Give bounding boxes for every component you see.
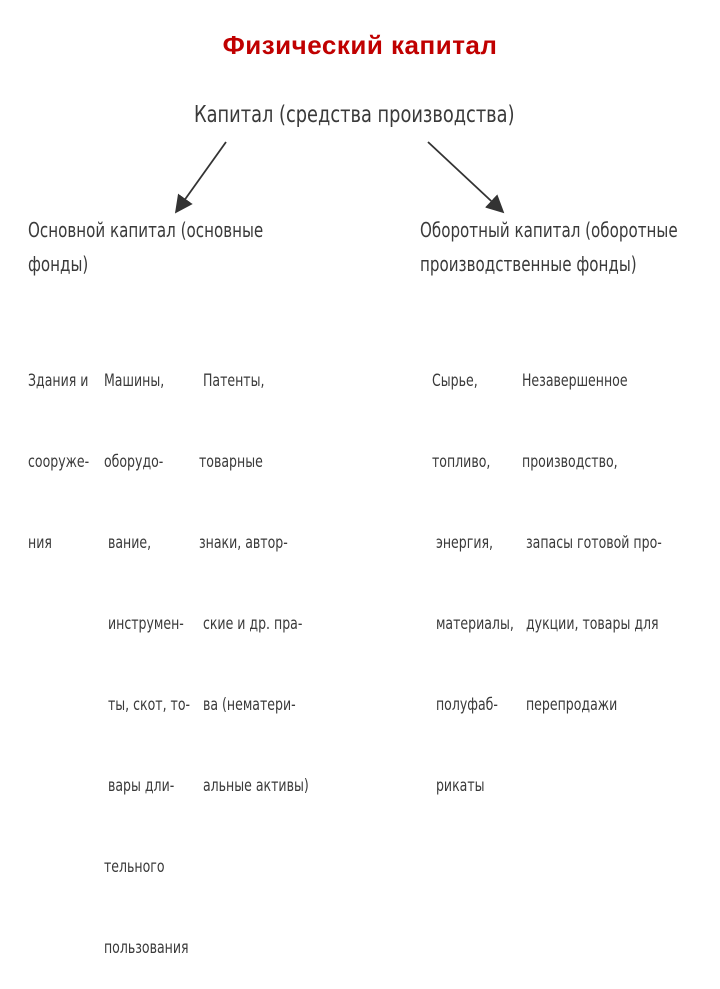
text-line: вары дли- — [100, 776, 175, 796]
text-line: ния — [28, 533, 52, 553]
heading-line: Оборотный капитал (оборотные — [420, 218, 678, 242]
arrow-left — [176, 142, 226, 212]
fixed-capital-heading — [28, 213, 263, 281]
text-line: инструмен- — [100, 614, 184, 634]
text-line: перепродажи — [522, 695, 618, 715]
text-line: пользования — [100, 938, 189, 958]
text-line: альные активы) — [195, 776, 309, 796]
arrow-right — [428, 142, 503, 212]
text-line: Сырье, — [428, 371, 478, 391]
text-line: полуфаб- — [428, 695, 498, 715]
fixed-capital-intangibles — [195, 314, 309, 827]
text-line: Здания и — [28, 371, 89, 391]
working-capital-wip — [522, 314, 662, 746]
text-line: Машины, — [100, 371, 165, 391]
text-line: дукции, товары для — [522, 614, 659, 634]
text-line: сооруже- — [28, 452, 90, 472]
text-line: производство, — [522, 452, 618, 472]
text-line: знаки, автор- — [195, 533, 288, 553]
text-line: ты, скот, то- — [100, 695, 191, 715]
text-line: оборудо- — [100, 452, 164, 472]
fixed-capital-buildings — [28, 314, 89, 584]
text-line: запасы готовой про- — [522, 533, 662, 553]
text-line: товарные — [195, 452, 263, 472]
text-line: ские и др. пра- — [195, 614, 303, 634]
heading-line: производственные фонды) — [420, 252, 637, 276]
working-capital-materials — [428, 314, 514, 827]
fixed-capital-machinery — [100, 314, 190, 989]
root-node-capital: Капитал (средства производства) — [194, 102, 515, 128]
text-line: ва (нематери- — [195, 695, 296, 715]
text-line: вание, — [100, 533, 152, 553]
text-line: топливо, — [428, 452, 491, 472]
text-line: материалы, — [428, 614, 514, 634]
text-line: рикаты — [428, 776, 485, 796]
slide-title: Физический капитал — [222, 30, 498, 60]
text-line: тельного — [100, 857, 165, 877]
text-line: энергия, — [428, 533, 493, 553]
heading-line: Основной капитал (основные — [28, 218, 264, 242]
text-line: Патенты, — [195, 371, 265, 391]
heading-line: фонды) — [28, 252, 89, 276]
working-capital-heading — [420, 213, 678, 281]
text-line: Незавершенное — [522, 371, 628, 391]
